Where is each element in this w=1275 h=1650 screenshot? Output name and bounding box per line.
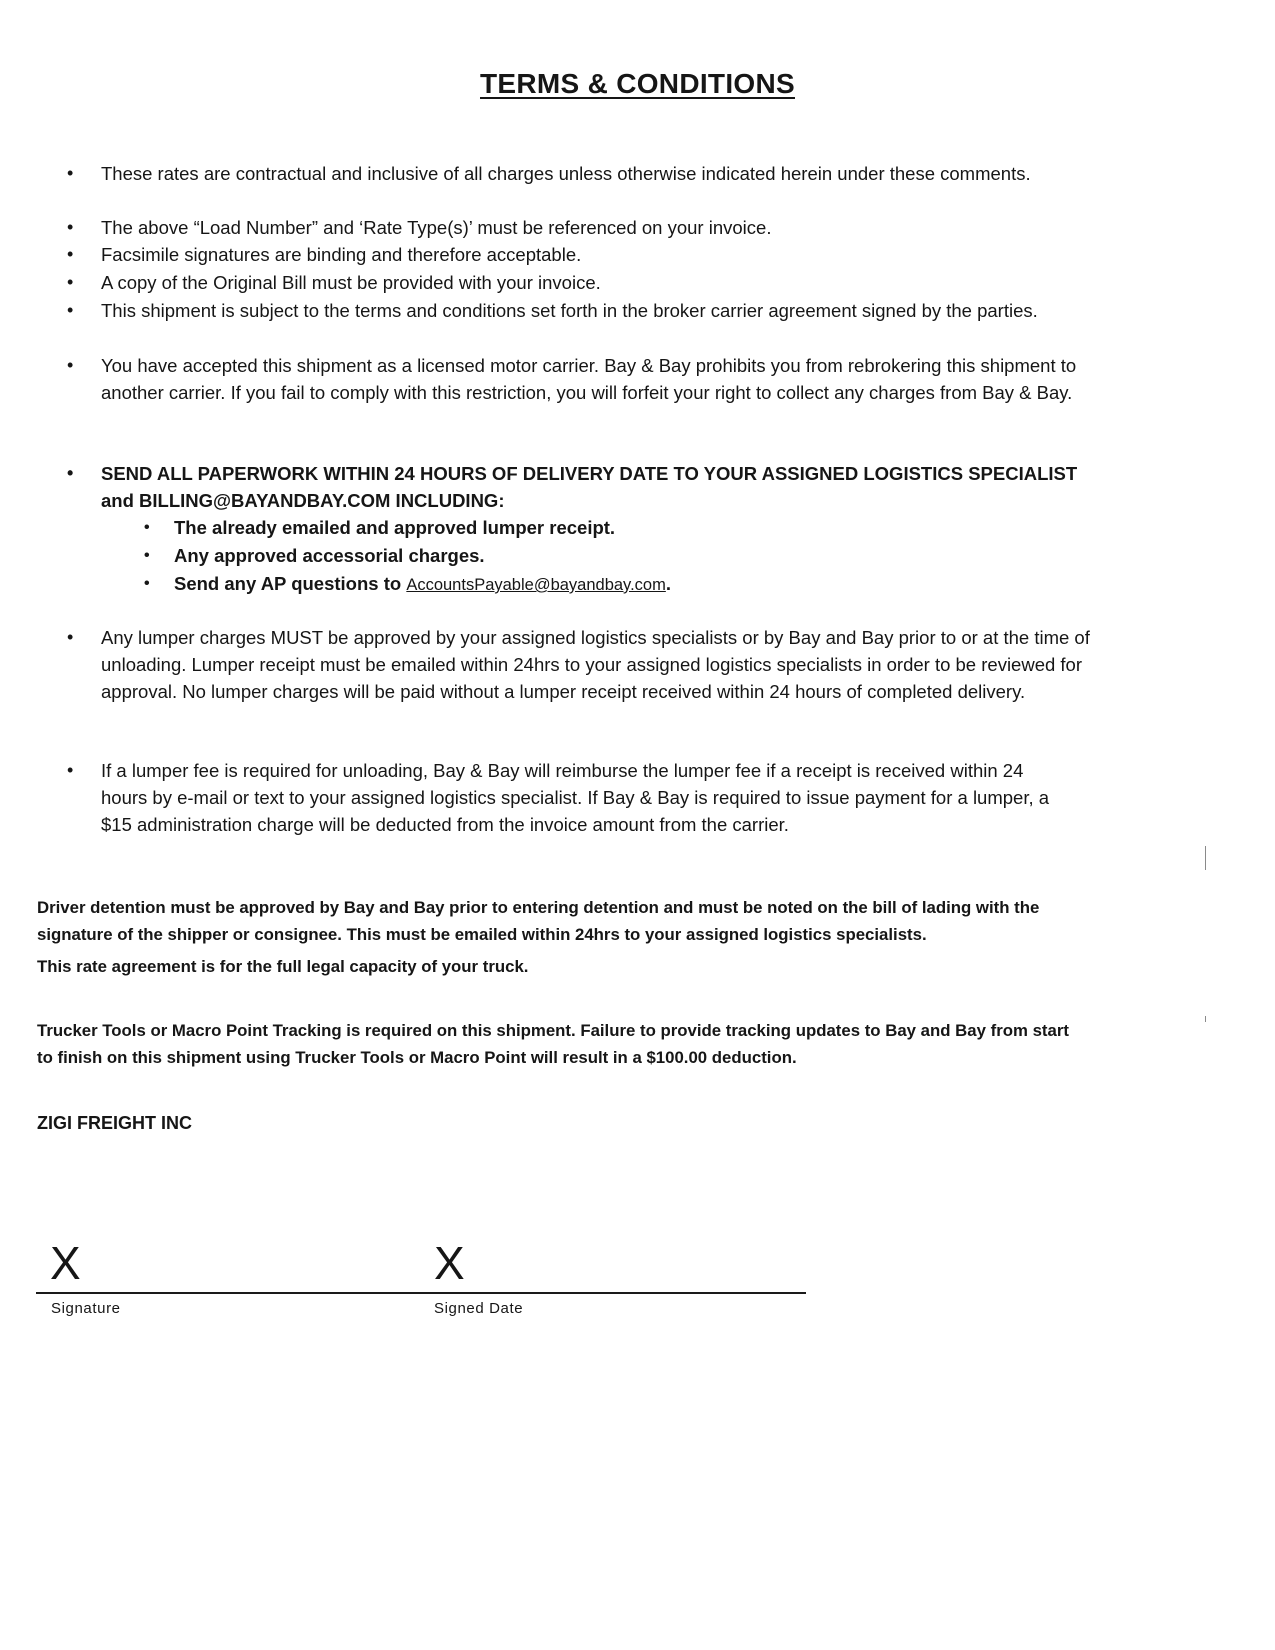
lumper-approval-item: • Any lumper charges MUST be approved by your assigned logistics specialists or by Bay and Bay prior to or at the time of unloading. Lumper receipt must be emailed within 24hrs to your assigned logistics specialists in order to be reviewed for approval. No lumper charges will be paid without a lumper receipt received within 24 hours of completed delivery. bbox=[101, 624, 1101, 705]
signed-date-label: Signed Date bbox=[434, 1300, 524, 1317]
signature-label: Signature bbox=[51, 1300, 121, 1317]
term-item: • These rates are contractual and inclusive of all charges unless otherwise indicated herein under these comments. bbox=[101, 160, 1101, 187]
term-item: • Facsimile signatures are binding and therefore acceptable. bbox=[101, 241, 1101, 268]
term-item: • The above “Load Number” and ‘Rate Type(s)’ must be referenced on your invoice. bbox=[101, 214, 1101, 241]
term-item: • You have accepted this shipment as a licensed motor carrier. Bay & Bay prohibits you from rebrokering this shipment to another carrier. If you fail to comply with this restriction, you will forfeit your right to collect any charges from Bay & Bay. bbox=[101, 352, 1101, 406]
signed-date-mark: X bbox=[434, 1237, 465, 1289]
paperwork-sub-item: • Any approved accessorial charges. bbox=[174, 542, 1074, 569]
paperwork-item: • SEND ALL PAPERWORK WITHIN 24 HOURS OF DELIVERY DATE TO YOUR ASSIGNED LOGISTICS SPECIALIST and BILLING@BAYANDBAY.COM INCLUDING: bbox=[101, 460, 1101, 514]
paperwork-sub-item: • The already emailed and approved lumper receipt. bbox=[174, 514, 1074, 541]
ap-email-link[interactable]: AccountsPayable@bayandbay.com bbox=[406, 576, 666, 594]
term-item: • This shipment is subject to the terms and conditions set forth in the broker carrier agreement signed by the parties. bbox=[101, 297, 1101, 324]
ap-questions-text: Send any AP questions to bbox=[174, 573, 407, 594]
detention-paragraph: Driver detention must be approved by Bay and Bay prior to entering detention and must be noted on the bill of lading with the signature of the shipper or consignee. This must be emailed within 24hrs to your assigned logistics specialists. bbox=[37, 898, 1040, 944]
scan-artifact bbox=[1205, 1016, 1206, 1022]
signature-mark: X bbox=[50, 1237, 81, 1289]
tracking-paragraph: Trucker Tools or Macro Point Tracking is required on this shipment. Failure to provide tracking updates to Bay and Bay from start to finish on this shipment using Trucker Tools or Macro Point will result in a $100.00 deduction. bbox=[37, 1021, 1069, 1067]
capacity-paragraph: This rate agreement is for the full legal capacity of your truck. bbox=[37, 957, 529, 976]
signature-line[interactable] bbox=[36, 1292, 806, 1294]
page-title: TERMS & CONDITIONS bbox=[480, 68, 795, 99]
lumper-fee-item: • If a lumper fee is required for unloading, Bay & Bay will reimburse the lumper fee if a receipt is received within 24 hours by e-mail or text to your assigned logistics specialist. If Bay & Bay is required to issue payment for a lumper, a $15 administration charge will be deducted from the invoice amount from the carrier. bbox=[101, 757, 1061, 838]
term-item: • A copy of the Original Bill must be provided with your invoice. bbox=[101, 269, 1101, 296]
ap-suffix: . bbox=[665, 573, 671, 594]
carrier-company-name: ZIGI FREIGHT INC bbox=[37, 1113, 192, 1133]
ap-questions-item bbox=[174, 570, 1074, 599]
scan-artifact bbox=[1205, 846, 1206, 870]
